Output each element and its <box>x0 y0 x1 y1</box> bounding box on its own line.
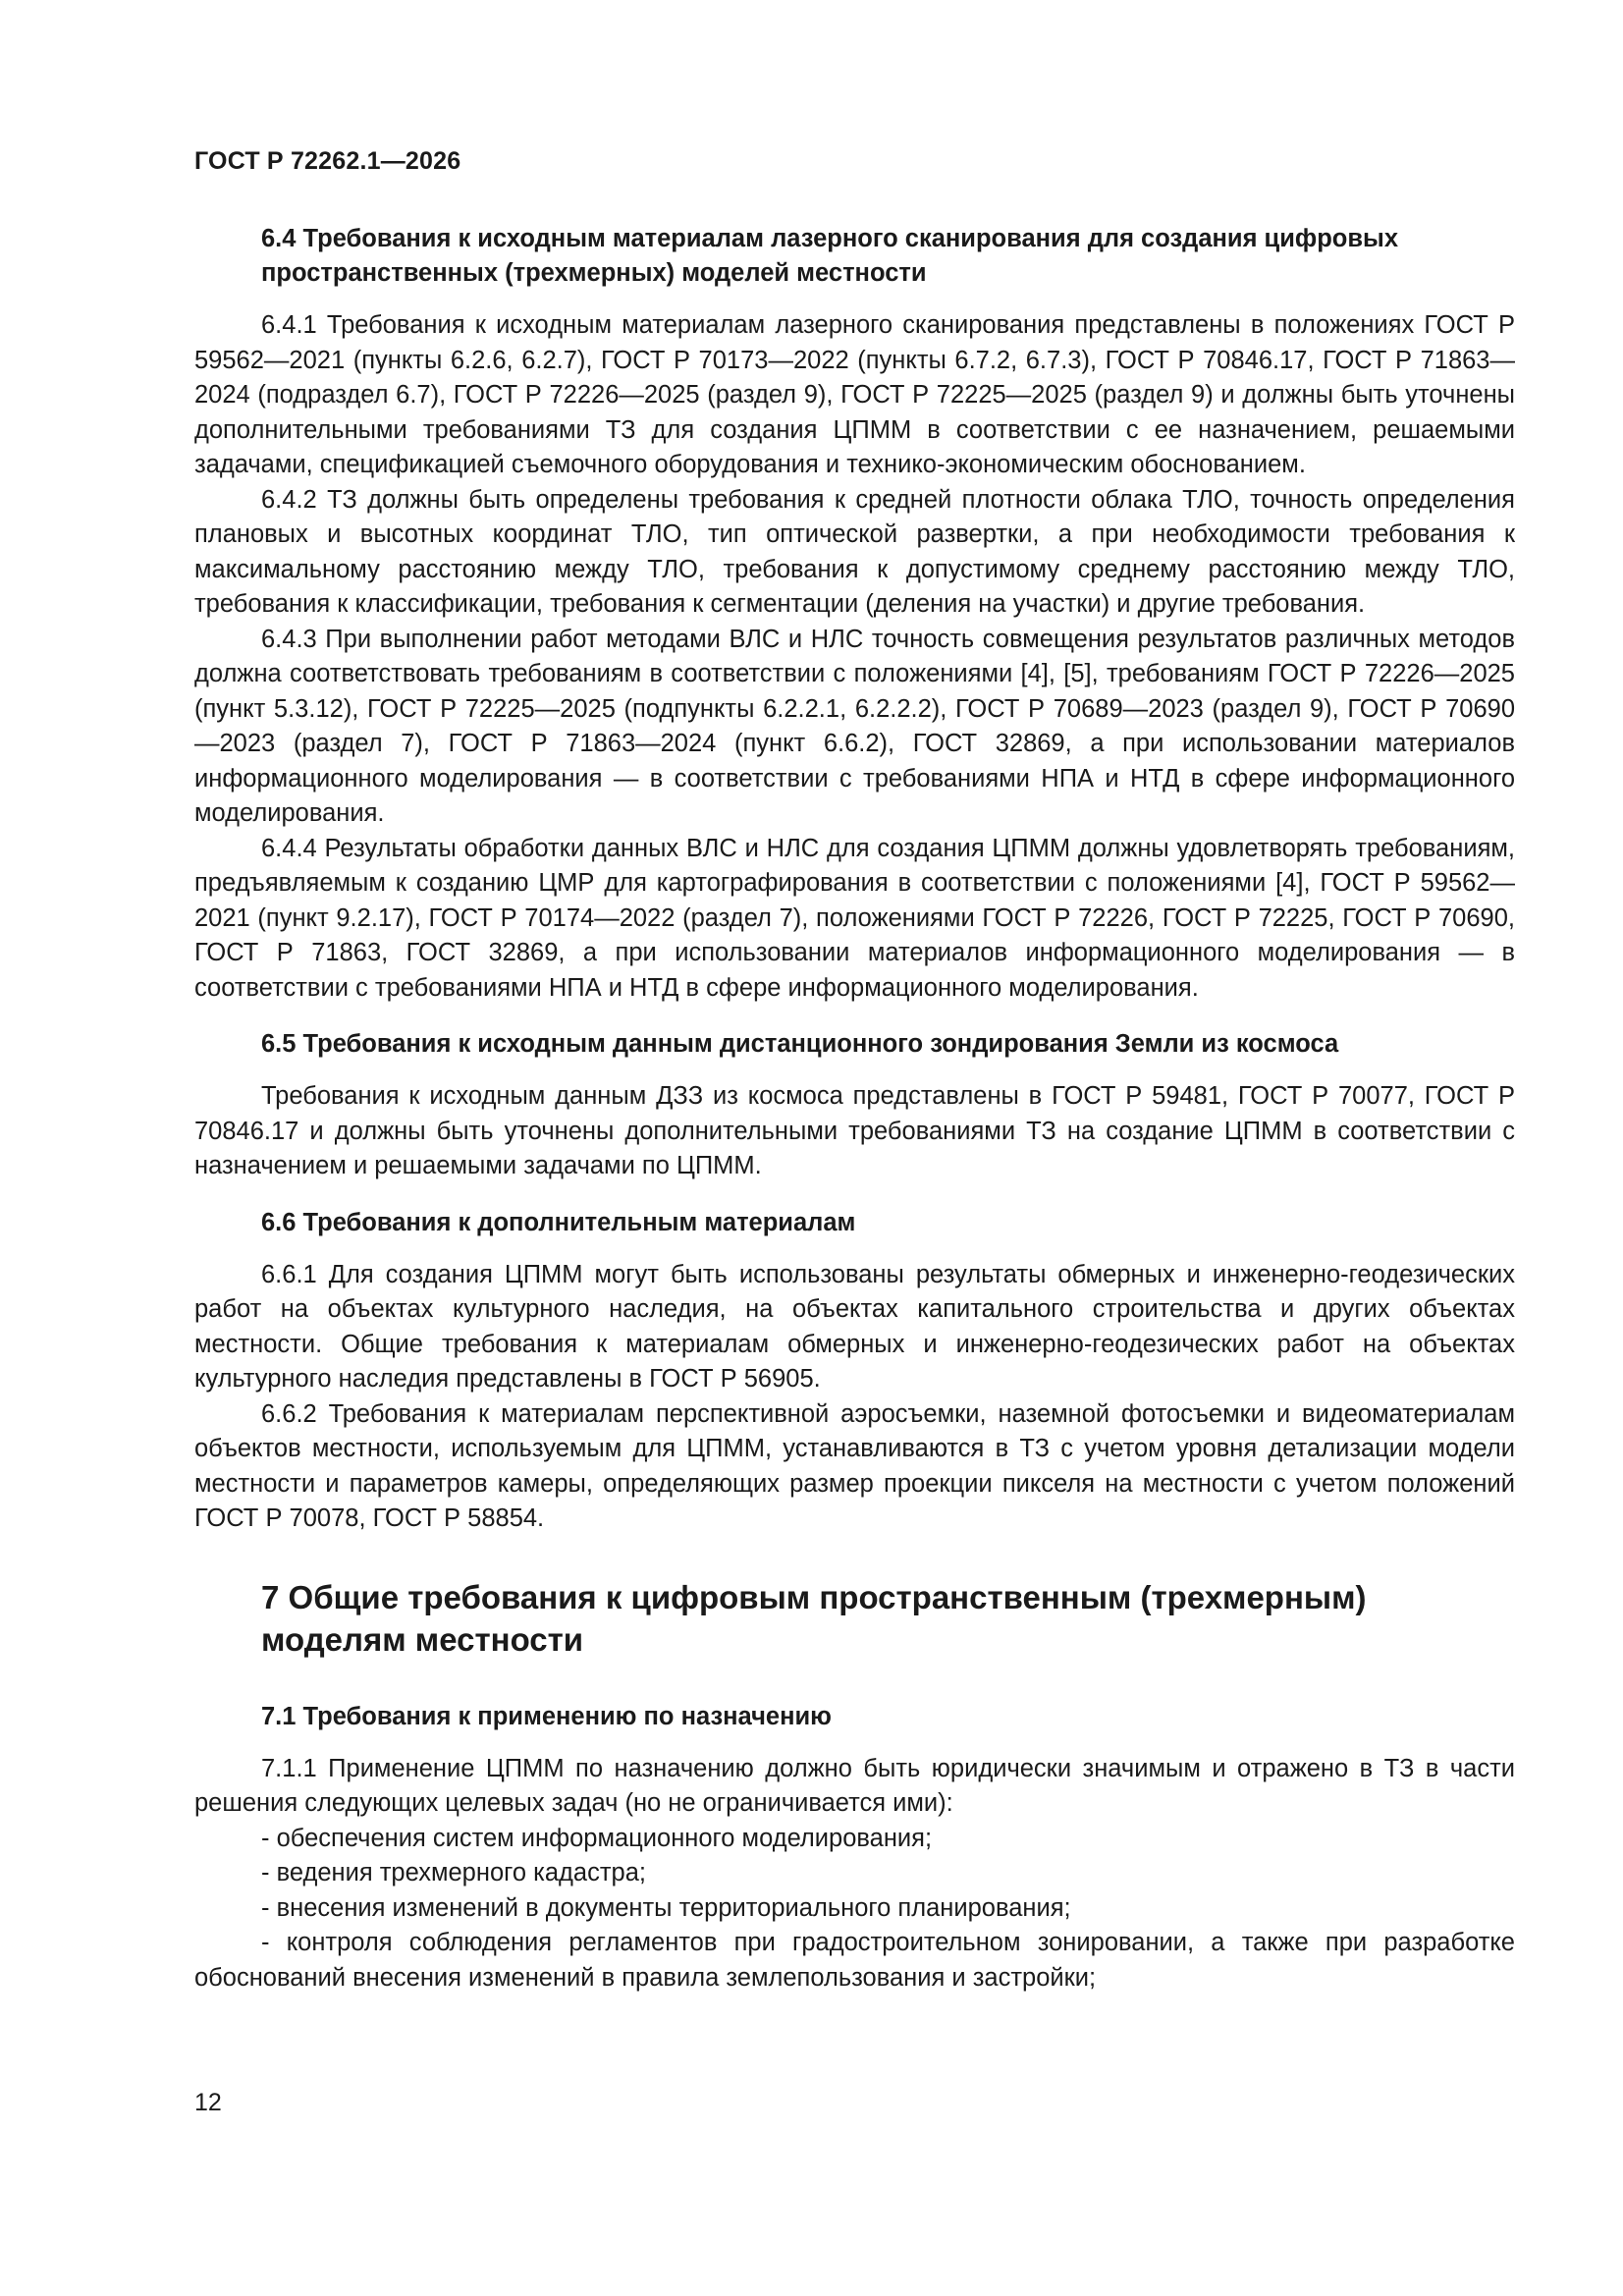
list-item: - обеспечения систем информационного моделирования; <box>261 1824 933 1852</box>
page-number: 12 <box>194 2089 222 2116</box>
list-item: - внесения изменений в документы территориального планирования; <box>261 1893 1071 1922</box>
paragraph-6-5: Требования к исходным данным ДЗЗ из космоса представлены в ГОСТ Р 59481, ГОСТ Р 70077, ГОСТ Р 70846.17 и должны быть уточнены дополнительными требованиями ТЗ на создание ЦПММ в соответствии с назначением и решаемыми задачами по ЦПММ. <box>194 1082 1515 1179</box>
list-item: - ведения трехмерного кадастра; <box>261 1859 646 1886</box>
list-item: - контроля соблюдения регламентов при градостроительном зонировании, а также при разработке обоснований внесения изменений в правила землепользования и застройки; <box>194 1929 1515 1992</box>
section-6-5-heading: 6.5 Требования к исходным данным дистанционного зондирования Земли из космоса <box>261 1030 1339 1058</box>
section-7-1-heading: 7.1 Требования к применению по назначению <box>261 1702 832 1730</box>
document-body <box>194 222 1515 1995</box>
paragraph-6-6-1: 6.6.1 Для создания ЦПММ могут быть использованы результаты обмерных и инженерно-геодезических работ на объектах культурного наследия, на объектах капитального строительства и других объектах местности. Общие требования к материалам обмерных и инженерно-геодезических работ на объектах культурного наследия представлены в ГОСТ Р 56905. <box>194 1260 1515 1393</box>
paragraph-6-4-1: 6.4.1 Требования к исходным материалам лазерного сканирования представлены в положениях ГОСТ Р 59562—2021 (пункты 6.2.6, 6.2.7), ГОСТ Р 70173—2022 (пункты 6.7.2, 6.7.3), ГОСТ Р 70846.17, ГОСТ Р 71863—2024 (подраздел 6.7), ГОСТ Р 72226—2025 (раздел 9), ГОСТ Р 72225—2025 (раздел 9) и должны быть уточнены дополнительными требованиями ТЗ для создания ЦПММ в соответствии с ее назначением, решаемыми задачами, спецификацией съемочного оборудования и технико-экономическим обоснованием. <box>194 311 1515 478</box>
paragraph-7-1-1: 7.1.1 Применение ЦПММ по назначению должно быть юридически значимым и отражено в ТЗ в части решения следующих целевых задач (но не ограничивается ими): <box>194 1754 1515 1817</box>
section-6-4-heading: 6.4 Требования к исходным материалам лазерного сканирования для создания цифровых пространственных (трехмерных) моделей местности <box>261 225 1399 287</box>
paragraph-6-4-3: 6.4.3 При выполнении работ методами ВЛС и НЛС точность совмещения результатов различных методов должна соответствовать требованиям в соответствии с положениями [4], [5], требованиям ГОСТ Р 72226—2025 (пункт 5.3.12), ГОСТ Р 72225—2025 (подпункты 6.2.2.1, 6.2.2.2), ГОСТ Р 70689—2023 (раздел 9), ГОСТ Р 70690—2023 (раздел 7), ГОСТ Р 71863—2024 (пункт 6.6.2), ГОСТ 32869, а при использовании материалов информационного моделирования — в соответствии с требованиями НПА и НТД в сфере информационного моделирования. <box>194 625 1515 827</box>
paragraph-6-4-4: 6.4.4 Результаты обработки данных ВЛС и НЛС для создания ЦПММ должны удовлетворять требованиям, предъявляемым к созданию ЦМР для картографирования в соответствии с положениями [4], ГОСТ Р 59562—2021 (пункт 9.2.17), ГОСТ Р 70174—2022 (раздел 7), положениями ГОСТ Р 72226, ГОСТ Р 72225, ГОСТ Р 70690, ГОСТ Р 71863, ГОСТ 32869, а при использовании материалов информационного моделирования — в соответствии с требованиями НПА и НТД в сфере информационного моделирования. <box>194 834 1515 1002</box>
section-6-6-heading: 6.6 Требования к дополнительным материалам <box>261 1208 856 1236</box>
paragraph-6-6-2: 6.6.2 Требования к материалам перспективной аэросъемки, наземной фотосъемки и видеоматериалам объектов местности, используемым для ЦПММ, устанавливаются в ТЗ с учетом уровня детализации модели местности и параметров камеры, определяющих размер проекции пикселя на местности с учетом положений ГОСТ Р 70078, ГОСТ Р 58854. <box>194 1399 1515 1532</box>
section-7-heading: 7 Общие требования к цифровым пространственным (трехмерным) моделям местности <box>261 1578 1367 1658</box>
paragraph-6-4-2: 6.4.2 ТЗ должны быть определены требования к средней плотности облака ТЛО, точность определения плановых и высотных координат ТЛО, тип оптической развертки, а при необходимости требования к максимальному расстоянию между ТЛО, требования к допустимому среднему расстоянию между ТЛО, требования к классификации, требования к сегментации (деления на участки) и другие требования. <box>194 485 1515 618</box>
document-code-header: ГОСТ Р 72262.1—2026 <box>194 147 461 175</box>
